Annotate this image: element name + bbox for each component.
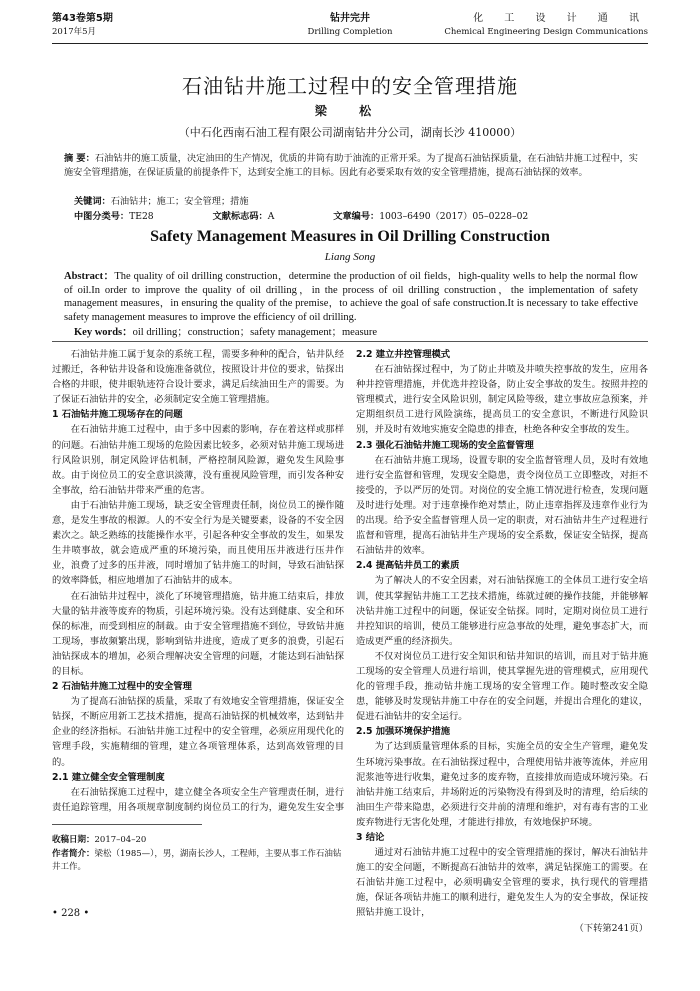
section-2-2-heading: 2.2 建立井控管理模式 — [356, 349, 451, 360]
body-left-column — [52, 347, 344, 813]
paragraph: 在石油钻井施工现场，设置专职的安全监督管理人员，及时有效地进行安全监督和管理，发现安全隐患，责令岗位员工立即整改，对拒不接受的，予以严厉的处罚。对岗位的安全施工情况进行检查，发现问题及时进行处理。对于违章操作绝对禁止，防止违章指挥及违章作业行为的出现。给予安全监督管理人员一定的职责，对石油钻井生产过程进行监督和管理，提高石油钻井生产现场的安全系数，保证安全钻探，提高石油钻井的效率。 — [356, 454, 648, 557]
issue-date: 2017年5月 — [52, 27, 97, 37]
paragraph: 在石油钻井施工过程中，由于多中因素的影响，存在着这样或那样的问题。石油钻井施工现场的危险因素比较多，必须对钻井施工现场进行风险识别，制定风险评估机制，严格控制风险源，避免发生风险事故。由于岗位员工的安全意识淡薄，没有重视风险管理，而引发各种安全事故，给石油钻井带来严重的危害。 — [52, 424, 344, 496]
author-name-en: Liang Song — [324, 251, 376, 263]
paragraph: 在石油钻井过程中，淡化了环境管理措施，钻井施工结束后，排放大量的钻井液等废弃的物质，引起环境污染。没有达到健康、安全和环保的标准，而受到相应的制裁。由于安全管理措施不到位，导致钻井施工现场，事故频繁出现，影响到钻井进度，造成了更多的浪费，引起石油钻探成本的增加，必须合理解决安全管理的问题，才能达到石油钻探的目标。 — [52, 590, 344, 677]
doc-code: 文献标志码：A — [212, 211, 275, 222]
footnote-rule — [52, 824, 202, 825]
section-2-3-heading: 2.3 强化石油钻井施工现场的安全监督管理 — [356, 439, 534, 451]
paragraph: 在石油钻探过程中，为了防止井喷及井喷失控事故的发生，应用各种井控管理措施，并优选井控设备，防止安全事故的发生。按照井控的管理模式，进行安全风险识别，制定风险等级，建立事故应急预案，并定期组织员工进行风险演练，提高员工的安全意识，不断进行风险识别，并及时有效地实施安全隐患的排查，杜绝各种安全事故的发生。 — [356, 364, 648, 436]
paragraph: 由于石油钻井施工现场，缺乏安全管理责任制，岗位员工的操作随意，是发生事故的根源。人的不安全行为是关键要素，设备的不安全因素次之。缺乏熟练的技能操作水平，引起各种安全事故的发生，如果发生井喷事故，就会造成严重的环境污染，而且使用压井液进行压井作业，浪费了过多的压井液，同时增加了钻井施工的时间，导致石油钻探的效率降低，相应地增加了石油钻井的成本。 — [52, 499, 344, 587]
author-bio: 作者简介：梁松（1985—），男，湖南长沙人，工程师，主要从事工作石油钻井工作。 — [52, 849, 342, 872]
article-title: 石油钻井施工过程中的安全管理措施 — [182, 74, 518, 98]
abstract-en-text: The quality of oil drilling construction，determine the production of oil fields，high-quality wells to help the normal flow of oil.In order to improve the quality of oil drilling，in the process of oil drilling construction，the implementation of safety management measures，in ensuring the quality of the premise，to achieve the goal of safe construction.It is necessary to take effective safety management measures to improve the efficiency of oil drilling. — [64, 271, 638, 323]
intro-paragraph: 石油钻井施工属于复杂的系统工程，需要多种种的配合，钻井队经过搬迁，各种钻井设备和设施准备就位，按照设计井位的要求，钻探出合格的井眼，使井眼轨迹符合设计要求，满足后续油田生产的需要。为了保证石油钻井的安全，必须制定安全施工管理措施。 — [52, 349, 344, 406]
article-title-en: Safety Management Measures in Oil Drilling Construction — [150, 228, 550, 245]
abstract-en-label: Abstract： — [64, 271, 115, 282]
continued-note: （下转第241页） — [574, 922, 648, 934]
paragraph: 通过对石油钻井施工过程中的安全管理措施的探讨，解决石油钻井施工的安全问题，不断提高石油钻井的效率，满足钻探施工的需要。在石油钻井施工过程中，必须明确安全管理的要求，执行现代的管理措施，保证各项钻井施工的顺利进行，避免发生人为的安全事故，保证按照钻井施工设计， — [356, 847, 648, 919]
paragraph: 为了达到质量管理体系的目标，实施全员的安全生产管理，避免发生环境污染事故。在石油钻探过程中，合理使用钻井液等流体，并应用泥浆池等进行收集，避免过多的废弃物，直接排放而造成环境污染。石油钻井施工结束后，井场附近的污染物没有得到及时的清理，给后续的油田生产带来隐患，必须进行交井前的清理和维护，对有毒有害的工业废弃物进行无害化处理，才能进行排放，有效地保护环境。 — [356, 741, 648, 828]
received-date: 收稿日期：2017–04–20 — [52, 835, 147, 845]
paragraph: 为了解决人的不安全因素，对石油钻探施工的全体员工进行安全培训，使其掌握钻井施工工艺技术措施，练就过硬的操作技能，并能够解决钻井施工过程中的问题，保证安全钻探。同时，定期对岗位员工进行井控知识的培训，使员工能够进行应急事故的处理，避免事态扩大，而造成更严重的经济损失。 — [356, 575, 648, 647]
paragraph: 在石油钻探施工过程中，建立健全各项安全生产管理责任制，进行责任追踪管理，用各项规章制度制约岗位员工的行为，避免发生安全事 — [52, 786, 344, 813]
page-number: • 228 • — [52, 908, 90, 919]
magazine-name — [444, 12, 648, 39]
keywords-en-text: oil drilling；construction；safety management；measure — [132, 327, 377, 338]
section-2-1-heading: 2.1 建立健全安全管理制度 — [52, 771, 165, 783]
magazine-cn: 化 工 设 计 通 讯 — [473, 13, 648, 24]
section-2-5-heading: 2.5 加强环境保护措施 — [356, 726, 451, 738]
keywords-en — [74, 324, 377, 339]
section-2-heading: 2 石油钻井施工过程中的安全管理 — [52, 681, 192, 693]
section-2-4-heading: 2.4 提高钻井员工的素质 — [356, 560, 460, 572]
section-cn: 钻井完井 — [330, 13, 370, 24]
body-right-column — [356, 347, 648, 955]
running-header — [52, 12, 648, 52]
affiliation: （中石化西南石油工程有限公司湖南钻井分公司，湖南长沙 410000） — [178, 126, 522, 139]
volume-issue: 第43卷第5期 — [52, 13, 113, 24]
keywords-cn — [74, 193, 249, 207]
classification-line — [74, 208, 584, 222]
section-en: Drilling Completion — [307, 27, 393, 37]
abstract-cn — [64, 152, 638, 180]
keywords-en-label: Key words： — [74, 327, 133, 338]
magazine-en: Chemical Engineering Design Communications — [444, 27, 648, 37]
section-3-heading: 3 结论 — [356, 832, 385, 843]
paragraph: 不仅对岗位员工进行安全知识和钻井知识的培训，而且对于钻井施工现场的安全管理人员进行培训，使其掌握先进的管理模式，应用现代化的管理手段，推动钻井施工现场的安全管理工作。随时整改安全隐患，能够及时发现钻井施工中存在的安全问题，并提出合理化的建议，促进石油钻井的安全运行。 — [356, 650, 648, 723]
abstract-en — [64, 270, 638, 324]
section-1-heading: 1 石油钻井施工现场存在的问题 — [52, 409, 183, 421]
article-number: 文章编号：1003–6490（2017）05–0228–02 — [333, 211, 529, 222]
header-rule — [52, 43, 648, 44]
paragraph: 为了提高石油钻探的质量，采取了有效地安全管理措施，保证安全钻探，不断应用新工艺技术措施，提高石油钻探的机械效率，达到钻井企业的经济指标。石油钻井施工过程中的安全管理，必须应用现代化的管理手段，实施精细的管理，建立各项管理体系，达到高效管理的目的。 — [52, 696, 344, 768]
abstract-text: 石油钻井的施工质量，决定油田的生产情况，优质的井筒有助于油流的正常开采。为了提高石油钻探质量，在石油钻井施工过程中，实施安全管理措施，在保证质量的前提条件下，达到安全施工的目标。因此有必要采取有效的安全管理措施，提高石油钻探的效率。 — [64, 153, 638, 178]
section-rule — [52, 341, 648, 342]
abstract-label: 摘 要： — [64, 153, 95, 164]
keywords-label: 关键词： — [74, 196, 111, 207]
keywords-text: 石油钻井；施工；安全管理；措施 — [110, 196, 249, 207]
author-name: 梁 松 — [314, 104, 386, 118]
clc: 中图分类号：TE28 — [74, 211, 154, 222]
